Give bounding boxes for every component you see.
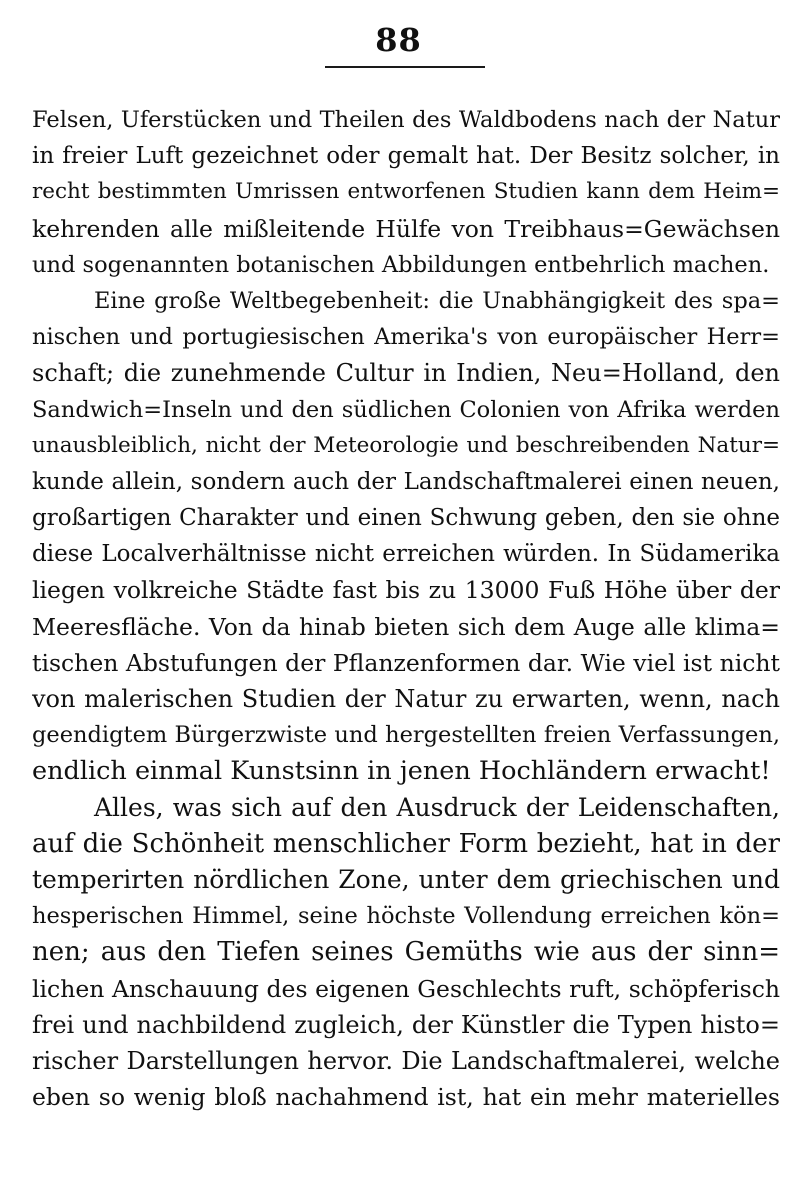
text-line: großartigen Charakter und einen Schwung geben, den sie ohne [32, 505, 780, 532]
text-line: temperirten nördlichen Zone, unter dem griechischen und [32, 864, 780, 894]
text-line: nischen und portugiesischen Amerika's von europäischer Herr= [32, 324, 780, 351]
text-line: nen; aus den Tiefen seines Gemüths wie aus der sinn= [32, 937, 780, 968]
text-line: schaft; die zunehmende Cultur in Indien, Neu=Holland, den [32, 359, 780, 388]
text-line: von malerischen Studien der Natur zu erwarten, wenn, nach [32, 685, 780, 713]
text-line: Sandwich=Inseln und den südlichen Colonien von Afrika werden [32, 396, 780, 423]
text-line: auf die Schönheit menschlicher Form bezieht, hat in der [32, 828, 780, 859]
page-number: 88 [375, 21, 422, 59]
text-line: in freier Luft gezeichnet oder gemalt hat. Der Besitz solcher, in [32, 143, 780, 170]
text-line: Alles, was sich auf den Ausdruck der Leidenschaften, [94, 792, 780, 822]
text-line: lichen Anschauung des eigenen Geschlechts ruft, schöpferisch [32, 974, 780, 1003]
text-line: Eine große Weltbegebenheit: die Unabhängigkeit des spa= [94, 287, 780, 314]
header-rule [325, 66, 485, 68]
text-line: frei und nachbildend zugleich, der Künstler die Typen histo= [32, 1010, 780, 1039]
text-line: endlich einmal Kunstsinn in jenen Hochländern erwacht! [32, 756, 771, 787]
text-line: Felsen, Uferstücken und Theilen des Waldbodens nach der Natur [32, 107, 780, 133]
text-line: rischer Darstellungen hervor. Die Landschaftmalerei, welche [32, 1046, 780, 1075]
text-line: hesperischen Himmel, seine höchste Vollendung erreichen kön= [32, 903, 780, 930]
body-text [32, 102, 780, 1115]
text-line: geendigtem Bürgerzwiste und hergestellten freien Verfassungen, [32, 722, 780, 749]
text-line: recht bestimmten Umrissen entworfenen Studien kann dem Heim= [32, 179, 780, 205]
text-line: Meeresfläche. Von da hinab bieten sich dem Auge alle klima= [32, 612, 780, 641]
text-line: unausbleiblich, nicht der Meteorologie und beschreibenden Natur= [32, 432, 780, 458]
text-line: tischen Abstufungen der Pflanzenformen dar. Wie viel ist nicht [32, 648, 780, 677]
text-line: und sogenannten botanischen Abbildungen entbehrlich machen. [32, 251, 770, 278]
text-line: diese Localverhältnisse nicht erreichen würden. In Südamerika [32, 541, 780, 568]
text-line: kehrenden alle mißleitende Hülfe von Treibhaus=Gewächsen [32, 214, 780, 243]
text-line: liegen volkreiche Städte fast bis zu 13000 Fuß Höhe über der [32, 576, 780, 605]
text-line: eben so wenig bloß nachahmend ist, hat ein mehr materielles [32, 1083, 780, 1112]
text-line: kunde allein, sondern auch der Landschaftmalerei einen neuen, [32, 468, 780, 495]
